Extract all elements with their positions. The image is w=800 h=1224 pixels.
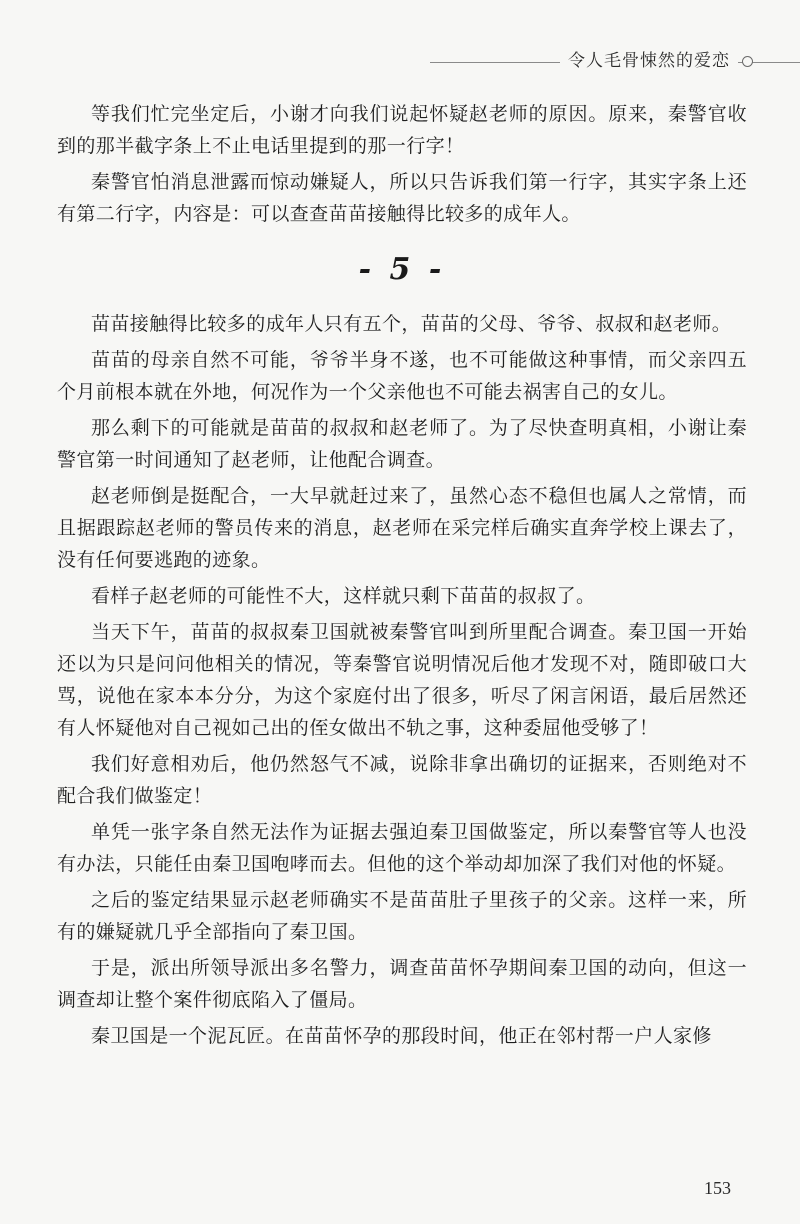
paragraph: 于是，派出所领导派出多名警力，调查苗苗怀孕期间秦卫国的动向，但这一调查却让整个案件彻底陷入了僵局。 bbox=[57, 957, 747, 1011]
paragraph: 赵老师倒是挺配合，一大早就赶过来了，虽然心态不稳但也属人之常情，而且据跟踪赵老师的警员传来的消息，赵老师在采完样后确实直奔学校上课去了，没有任何要逃跑的迹象。 bbox=[57, 485, 747, 571]
paragraph: 我们好意相劝后，他仍然怒气不减，说除非拿出确切的证据来，否则绝对不配合我们做鉴定！ bbox=[57, 753, 747, 807]
header-circle-ornament bbox=[742, 56, 753, 67]
chapter-heading: - 5 - bbox=[358, 252, 446, 287]
paragraph: 苗苗接触得比较多的成年人只有五个，苗苗的父母、爷爷、叔叔和赵老师。 bbox=[91, 313, 732, 335]
paragraph: 那么剩下的可能就是苗苗的叔叔和赵老师了。为了尽快查明真相，小谢让秦警官第一时间通知了赵老师，让他配合调查。 bbox=[57, 417, 747, 471]
running-header bbox=[430, 42, 800, 70]
paragraph: 看样子赵老师的可能性不大，这样就只剩下苗苗的叔叔了。 bbox=[91, 585, 596, 607]
header-title: 令人毛骨悚然的爱恋 bbox=[560, 46, 738, 71]
paragraph: 秦卫国是一个泥瓦匠。在苗苗怀孕的那段时间，他正在邻村帮一户人家修 bbox=[91, 1025, 712, 1047]
paragraph: 秦警官怕消息泄露而惊动嫌疑人，所以只告诉我们第一行字，其实字条上还有第二行字，内容是：可以查查苗苗接触得比较多的成年人。 bbox=[57, 171, 747, 225]
paragraph: 等我们忙完坐定后，小谢才向我们说起怀疑赵老师的原因。原来，秦警官收到的那半截字条上不止电话里提到的那一行字！ bbox=[57, 103, 747, 157]
paragraph: 之后的鉴定结果显示赵老师确实不是苗苗肚子里孩子的父亲。这样一来，所有的嫌疑就几乎全部指向了秦卫国。 bbox=[57, 889, 747, 943]
page-number: 153 bbox=[704, 1178, 731, 1198]
paragraph: 当天下午，苗苗的叔叔秦卫国就被秦警官叫到所里配合调查。秦卫国一开始还以为只是问问他相关的情况，等秦警官说明情况后他才发现不对，随即破口大骂，说他在家本本分分，为这个家庭付出了很多，听尽了闲言闲语，最后居然还有人怀疑他对自己视如己出的侄女做出不轨之事，这种委屈他受够了！ bbox=[57, 621, 747, 739]
page-body bbox=[57, 98, 747, 1052]
paragraph: 单凭一张字条自然无法作为证据去强迫秦卫国做鉴定，所以秦警官等人也没有办法，只能任由秦卫国咆哮而去。但他的这个举动却加深了我们对他的怀疑。 bbox=[57, 821, 747, 875]
paragraph: 苗苗的母亲自然不可能，爷爷半身不遂，也不可能做这种事情，而父亲四五个月前根本就在外地，何况作为一个父亲他也不可能去祸害自己的女儿。 bbox=[57, 349, 747, 403]
